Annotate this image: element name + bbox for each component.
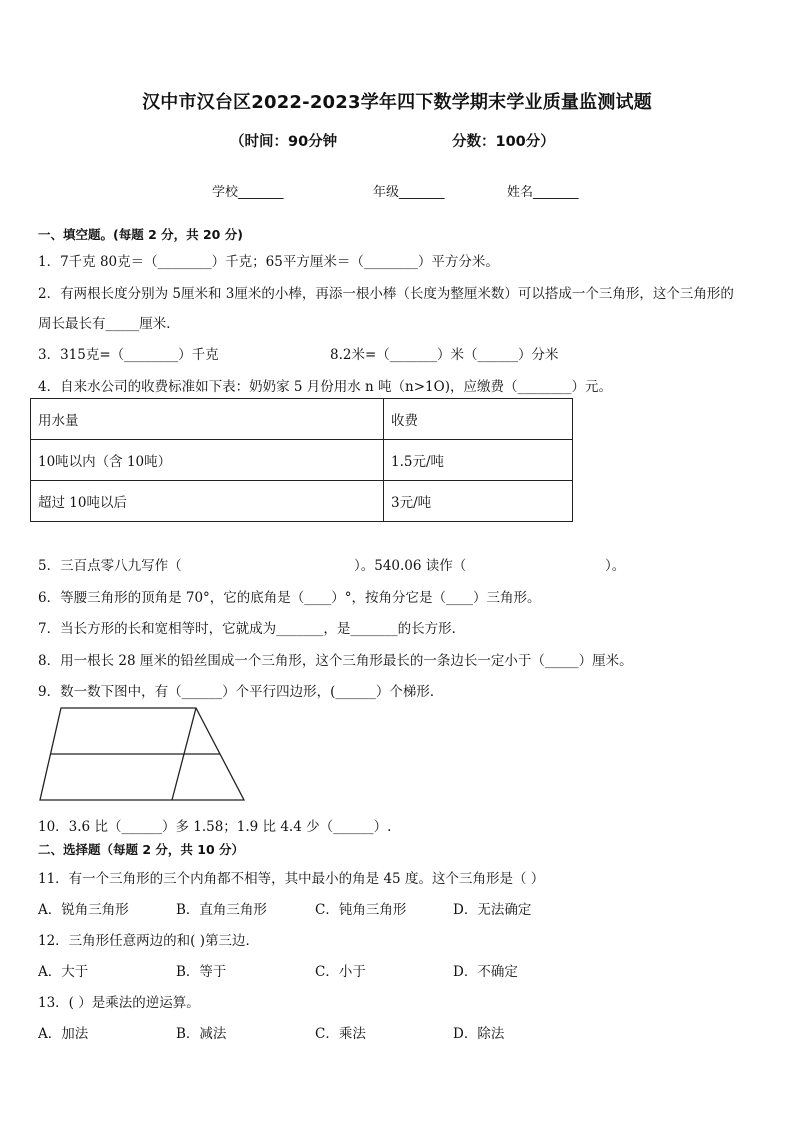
exam-title: 汉中市汉台区2022-2023学年四下数学期末学业质量监测试题 <box>142 92 652 113</box>
question-5-part-c: ）。 <box>605 558 626 574</box>
question-4: 4．自来水公司的收费标准如下表：奶奶家 5 月份用水 n 吨（n>1O)，应缴费（________）元。 <box>38 379 612 395</box>
q11-option-d: D．无法确定 <box>453 902 532 918</box>
question-3-part-b: 8.2米=（_______）米（______）分米 <box>330 347 559 363</box>
table-cell: 1.5元/吨 <box>384 440 573 481</box>
q13-option-b: B．减法 <box>176 1026 227 1042</box>
question-8: 8．用一根长 28 厘米的铅丝围成一个三角形，这个三角形最长的一条边长一定小于（_____）厘米。 <box>38 653 633 669</box>
water-fee-table <box>30 398 573 522</box>
question-11: 11．有一个三角形的三个内角都不相等，其中最小的角是 45 度。这个三角形是（ ） <box>38 871 545 887</box>
time-label: （时间：90分钟 <box>230 134 338 150</box>
question-2-line-2: 周长最长有_____厘米． <box>38 316 180 332</box>
q11-option-c: C．钝角三角形 <box>315 902 407 918</box>
table-header-cell: 用水量 <box>31 399 384 440</box>
question-12: 12．三角形任意两边的和( )第三边． <box>38 933 260 949</box>
question-13: 13．( ）是乘法的逆运算。 <box>38 995 200 1011</box>
q11-option-a: A．锐角三角形 <box>38 902 129 918</box>
q12-option-d: D．不确定 <box>453 964 518 980</box>
question-6: 6．等腰三角形的顶角是 70°，它的底角是（____）°，按角分它是（____）三角形。 <box>38 590 541 606</box>
parallelogram-trapezoid-figure <box>38 705 248 803</box>
question-9: 9．数一数下图中，有（______）个平行四边形，(______）个梯形． <box>38 684 444 700</box>
question-5-part-b: ）。540.06 读作（ <box>354 558 467 574</box>
section-fill-in-heading: 一、填空题。(每题 2 分，共 20 分) <box>38 227 243 242</box>
q12-option-c: C．小于 <box>315 964 366 980</box>
q12-option-a: A．大于 <box>38 964 89 980</box>
table-row <box>31 440 573 481</box>
q11-option-b: B．直角三角形 <box>176 902 267 918</box>
question-3-part-a: 3．315克=（________）千克 <box>38 347 219 363</box>
table-row <box>31 481 573 522</box>
q13-option-d: D．除法 <box>453 1026 505 1042</box>
table-row <box>31 399 573 440</box>
table-header-cell: 收费 <box>384 399 573 440</box>
question-5-part-a: 5．三百点零八九写作（ <box>38 558 182 574</box>
score-label: 分数：100分） <box>452 134 555 150</box>
table-cell: 超过 10吨以后 <box>31 481 384 522</box>
table-cell: 3元/吨 <box>384 481 573 522</box>
question-10: 10．3.6 比（______）多 1.58；1.9 比 4.4 少（______）. <box>38 819 392 835</box>
q13-option-c: C．乘法 <box>315 1026 366 1042</box>
question-1: 1．7千克 80克＝（________）千克；65平方厘米＝（________）平方分米。 <box>38 254 499 270</box>
q13-option-a: A．加法 <box>38 1026 89 1042</box>
question-2-line-1: 2．有两根长度分别为 5厘米和 3厘米的小棒，再添一根小棒（长度为整厘米数）可以搭成一个三角形，这个三角形的 <box>38 286 734 302</box>
q12-option-b: B．等于 <box>176 964 227 980</box>
name-field: 姓名_______ <box>507 185 579 200</box>
table-cell: 10吨以内（含 10吨） <box>31 440 384 481</box>
school-field: 学校_______ <box>212 185 284 200</box>
grade-field: 年级_______ <box>373 185 445 200</box>
question-7: 7．当长方形的长和宽相等时，它就成为_______，是_______的长方形． <box>38 621 466 637</box>
section-choice-heading: 二、选择题（每题 2 分，共 10 分） <box>38 842 245 857</box>
